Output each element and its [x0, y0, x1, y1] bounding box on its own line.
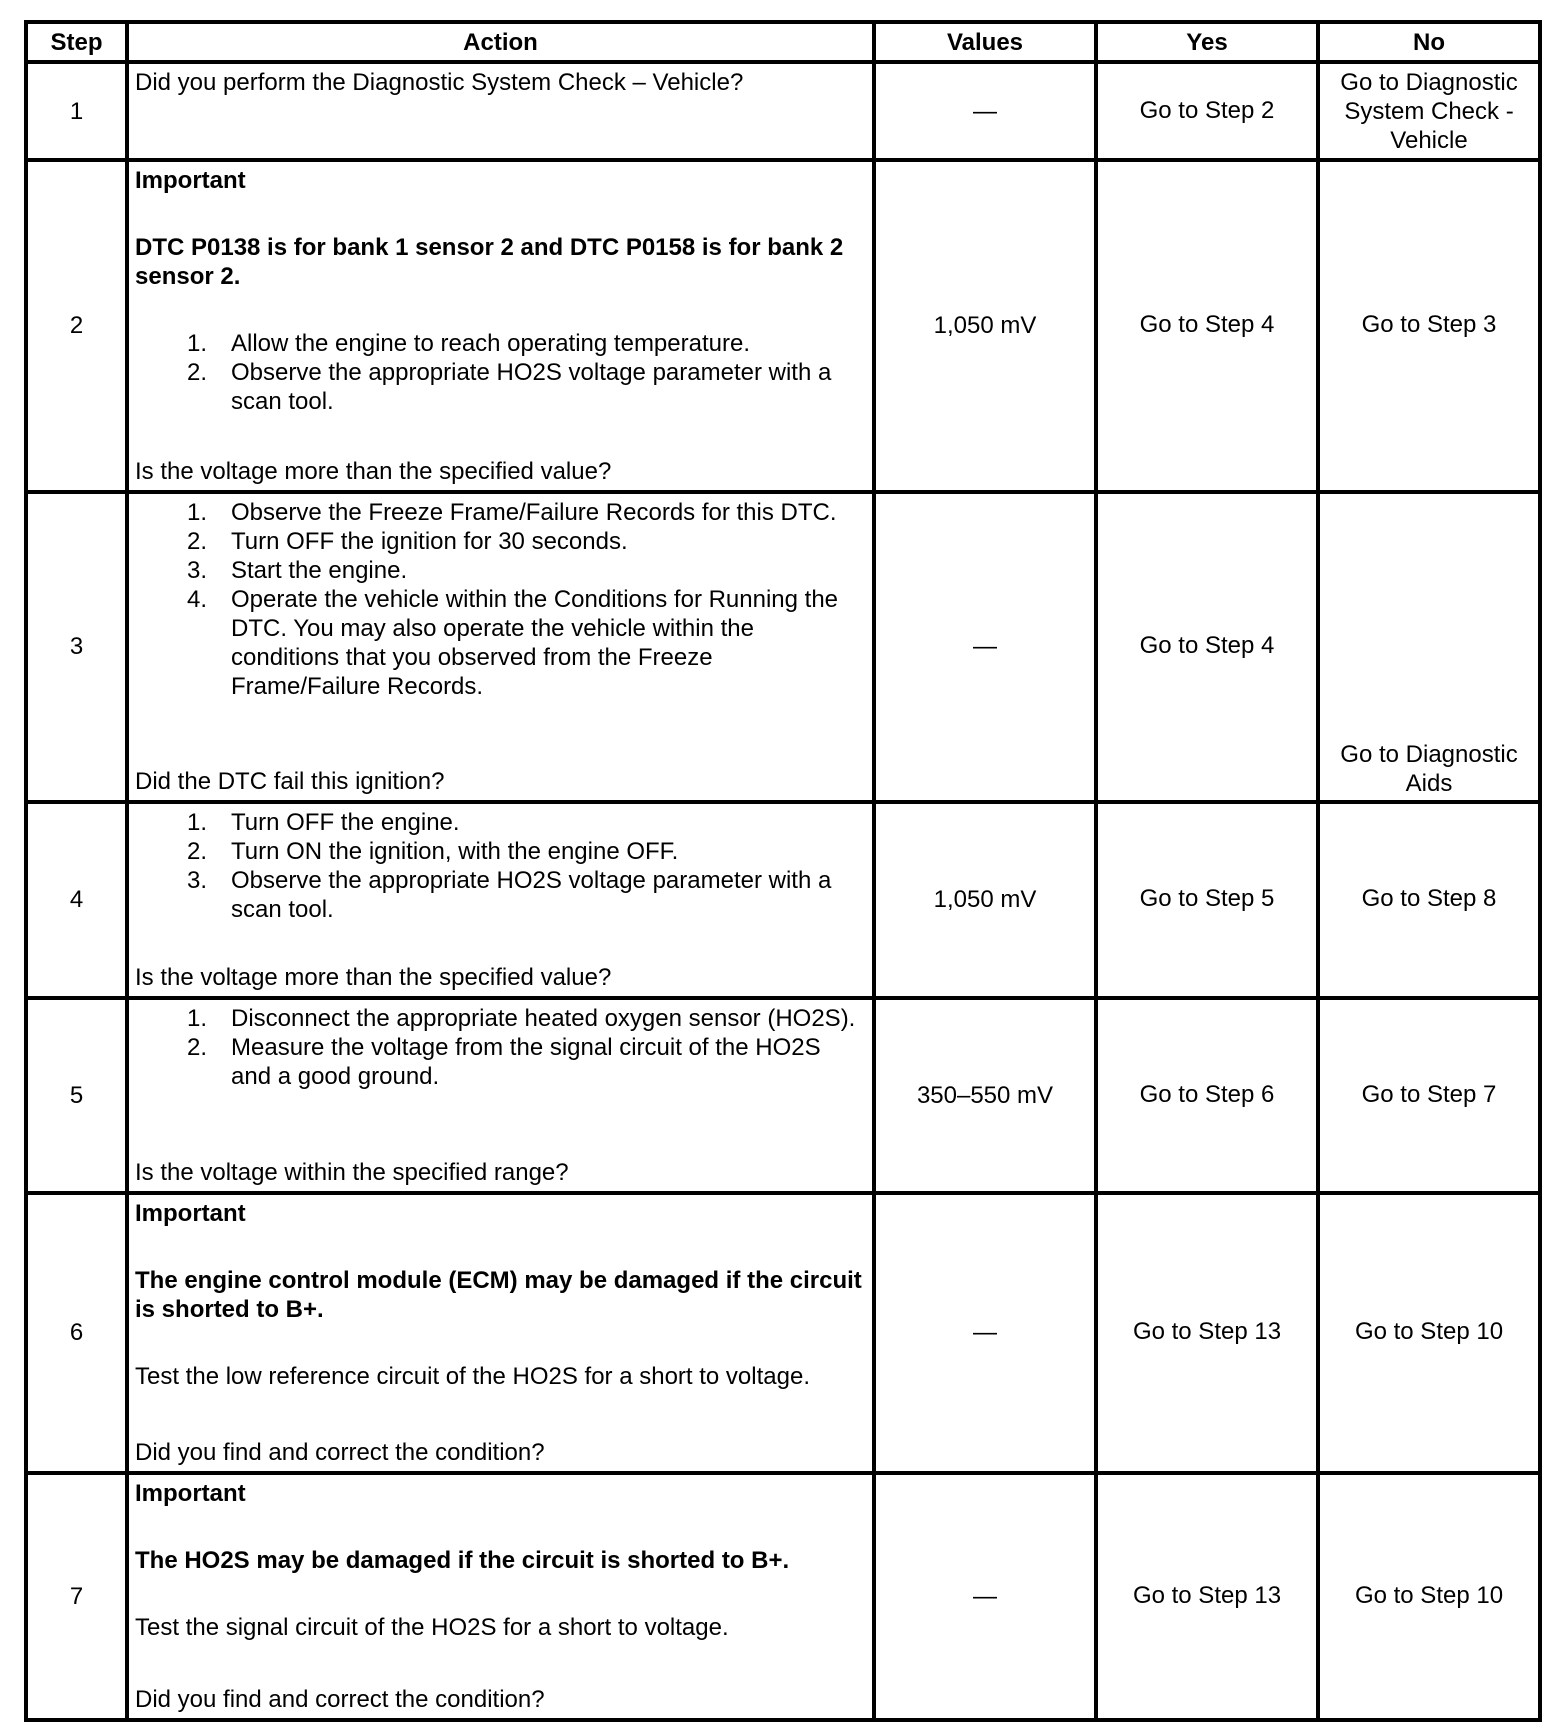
no-outcome-label: Go to Step 10 — [1354, 1581, 1504, 1609]
yes-outcome-label: Go to Step 2 — [1139, 96, 1275, 124]
step-number: 6 — [26, 1193, 127, 1472]
important-label: Important — [135, 1200, 246, 1228]
important-notice: The HO2S may be damaged if the circuit is shorted to B+. — [135, 1546, 790, 1574]
no-outcome-line: Aids — [1405, 770, 1453, 798]
list-item: 2. Turn OFF the ignition for 30 seconds. — [186, 527, 628, 555]
no-outcome-label: Go to Step 10 — [1354, 1318, 1504, 1346]
no-outcome[interactable] — [1318, 1193, 1540, 1472]
no-outcome[interactable] — [1318, 62, 1540, 160]
step-number: 2 — [26, 160, 127, 491]
step-number: 7 — [26, 1473, 127, 1720]
header-yes: Yes — [1096, 22, 1318, 62]
no-outcome[interactable] — [1318, 998, 1540, 1194]
list-item: 1. Disconnect the appropriate heated oxygen sensor (HO2S). — [186, 1004, 856, 1032]
diagnostic-table — [24, 20, 1542, 1722]
yes-outcome[interactable] — [1096, 998, 1318, 1194]
important-notice: DTC P0138 is for bank 1 sensor 2 and DTC P0158 is for bank 2 sensor 2. — [135, 234, 844, 291]
action-cell — [127, 998, 874, 1194]
list-item: 4. Operate the vehicle within the Conditions for Running the DTC. You may also operate the vehicle within the conditions that you observed from the Freeze Frame/Failure Records. — [186, 585, 839, 700]
action-cell — [127, 1473, 874, 1720]
action-instruction: Test the signal circuit of the HO2S for a short to voltage. — [135, 1613, 729, 1641]
no-outcome-line: Go to Diagnostic — [1340, 741, 1518, 769]
table-row — [26, 160, 1540, 491]
value-cell: 350–550 mV — [874, 998, 1096, 1194]
no-outcome-line: Vehicle — [1390, 127, 1468, 154]
yes-outcome-label: Go to Step 5 — [1139, 885, 1275, 913]
action-cell — [127, 1193, 874, 1472]
action-steps — [135, 329, 866, 416]
action-cell — [127, 802, 874, 998]
yes-outcome-label: Go to Step 4 — [1139, 632, 1275, 660]
header-no: No — [1318, 22, 1540, 62]
no-outcome-label: Go to Step 8 — [1361, 885, 1497, 913]
action-cell — [127, 62, 874, 160]
important-label: Important — [135, 167, 246, 195]
step-number: 3 — [26, 492, 127, 802]
list-item: 2. Measure the voltage from the signal circuit of the HO2S and a good ground. — [186, 1033, 821, 1090]
value-cell: — — [874, 1193, 1096, 1472]
header-step: Step — [26, 22, 127, 62]
yes-outcome[interactable] — [1096, 160, 1318, 491]
yes-outcome[interactable] — [1096, 492, 1318, 802]
step-number: 1 — [26, 62, 127, 160]
action-question: Did the DTC fail this ignition? — [135, 768, 445, 796]
step-number: 5 — [26, 998, 127, 1194]
yes-outcome-label: Go to Step 6 — [1139, 1080, 1275, 1108]
action-question: Is the voltage more than the specified value? — [135, 963, 612, 991]
yes-outcome[interactable] — [1096, 62, 1318, 160]
table-row — [26, 1193, 1540, 1472]
value-cell: — — [874, 1473, 1096, 1720]
step-number: 4 — [26, 802, 127, 998]
list-item: 2. Turn ON the ignition, with the engine OFF. — [186, 838, 679, 866]
list-item: 1. Observe the Freeze Frame/Failure Records for this DTC. — [186, 498, 837, 526]
action-question: Is the voltage within the specified range? — [135, 1159, 569, 1187]
action-steps — [135, 498, 866, 701]
yes-outcome-label: Go to Step 4 — [1139, 311, 1275, 339]
important-label: Important — [135, 1479, 246, 1507]
action-question: Did you find and correct the condition? — [135, 1686, 545, 1713]
no-outcome[interactable] — [1318, 160, 1540, 491]
no-outcome-line: System Check - — [1344, 98, 1514, 125]
header-values: Values — [874, 22, 1096, 62]
no-outcome[interactable] — [1318, 492, 1540, 802]
action-steps — [135, 1004, 866, 1091]
no-outcome-label: Go to Step 3 — [1361, 311, 1497, 339]
table-row — [26, 492, 1540, 802]
important-notice: The engine control module (ECM) may be damaged if the circuit is shorted to B+. — [135, 1267, 862, 1324]
value-cell: — — [874, 492, 1096, 802]
header-action: Action — [127, 22, 874, 62]
yes-outcome[interactable] — [1096, 1473, 1318, 1720]
header-row — [26, 22, 1540, 62]
list-item: 1. Allow the engine to reach operating temperature. — [186, 330, 750, 358]
action-question: Did you perform the Diagnostic System Check – Vehicle? — [135, 69, 744, 96]
action-question: Is the voltage more than the specified value? — [135, 457, 612, 485]
list-item: 3. Observe the appropriate HO2S voltage parameter with a scan tool. — [186, 867, 832, 924]
action-steps — [135, 808, 866, 924]
yes-outcome[interactable] — [1096, 802, 1318, 998]
no-outcome-line: Go to Diagnostic — [1340, 69, 1518, 96]
table-row — [26, 802, 1540, 998]
yes-outcome-label: Go to Step 13 — [1132, 1318, 1282, 1346]
value-cell: 1,050 mV — [874, 802, 1096, 998]
action-question: Did you find and correct the condition? — [135, 1438, 545, 1466]
no-outcome[interactable] — [1318, 1473, 1540, 1720]
list-item: 2. Observe the appropriate HO2S voltage parameter with a scan tool. — [186, 359, 832, 416]
table-row — [26, 62, 1540, 160]
no-outcome-label: Go to Step 7 — [1361, 1080, 1497, 1108]
action-cell — [127, 492, 874, 802]
yes-outcome-label: Go to Step 13 — [1132, 1581, 1282, 1609]
table-row — [26, 1473, 1540, 1720]
list-item: 3. Start the engine. — [186, 556, 408, 584]
list-item: 1. Turn OFF the engine. — [186, 809, 460, 837]
value-cell: 1,050 mV — [874, 160, 1096, 491]
action-cell — [127, 160, 874, 491]
yes-outcome[interactable] — [1096, 1193, 1318, 1472]
no-outcome[interactable] — [1318, 802, 1540, 998]
table-row — [26, 998, 1540, 1194]
action-instruction: Test the low reference circuit of the HO2S for a short to voltage. — [135, 1363, 810, 1391]
value-cell: — — [874, 62, 1096, 160]
